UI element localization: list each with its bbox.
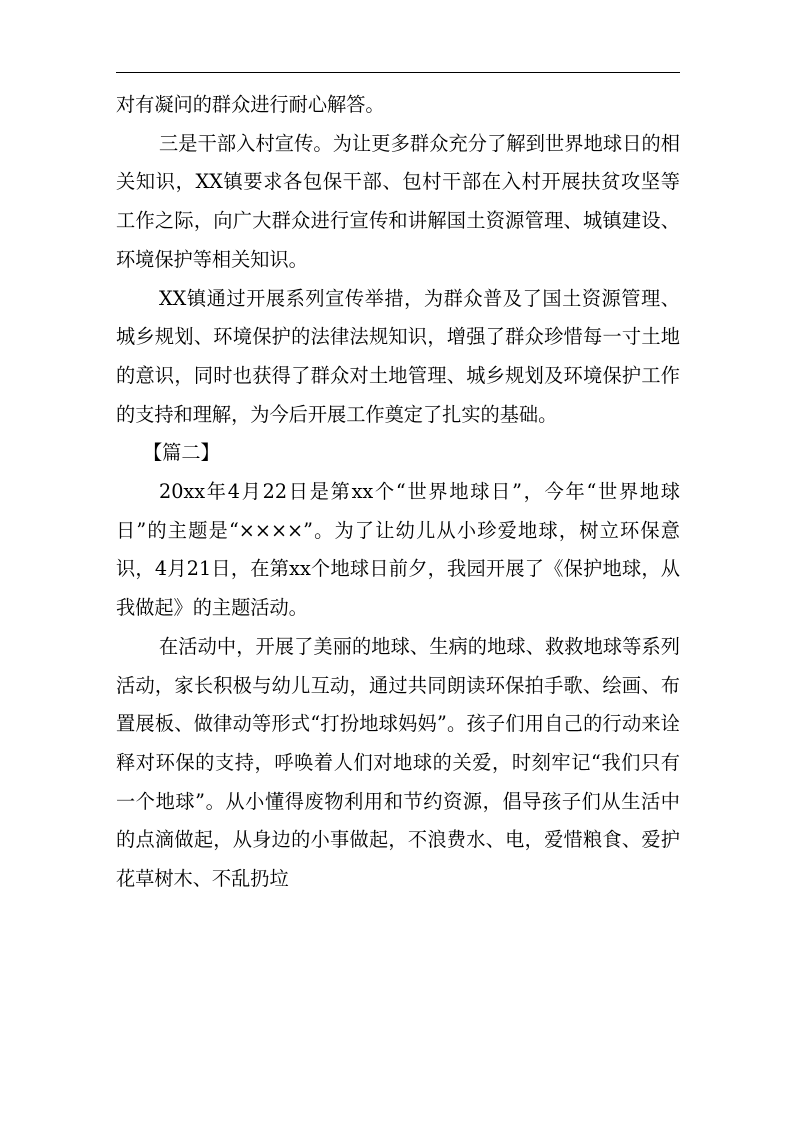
paragraph-activities: 在活动中，开展了美丽的地球、生病的地球、救救地球等系列活动，家长积极与幼儿互动，通过共同朗读环保拍手歌、绘画、布置展板、做律动等形式“打扮地球妈妈”。孩子们用自己的行动来诠释对环保的支持，呼唤着人们对地球的关爱，时刻牢记“我们只有一个地球”。从小懂得废物利用和节约资源，倡导孩子们从生活中的点滴做起，从身边的小事做起，不浪费水、电，爱惜粮食、爱护花草树木、不乱扔垃 <box>116 634 680 891</box>
paragraph-village-publicity: 三是干部入村宣传。为让更多群众充分了解到世界地球日的相关知识，XX镇要求各包保干部、包村干部在入村开展扶贫攻坚等工作之际，向广大群众进行宣传和讲解国土资源管理、城镇建设、环境保护等相关知识。 <box>116 131 680 271</box>
paragraph-summary: XX镇通过开展系列宣传举措，为群众普及了国土资源管理、城乡规划、环境保护的法律法规知识，增强了群众珍惜每一寸土地的意识，同时也获得了群众对土地管理、城乡规划及环境保护工作的支持和理解，为今后开展工作奠定了扎实的基础。 <box>116 286 680 426</box>
section-title: 【篇二】 <box>143 441 220 465</box>
header-rule <box>116 72 680 73</box>
document-body <box>116 86 680 899</box>
paragraph-earth-day-intro: 20xx年4月22日是第xx个“世界地球日”，今年“世界地球日”的主题是“××××”。为了让幼儿从小珍爱地球，树立环保意识，4月21日，在第xx个地球日前夕，我园开展了《保护地球，从我做起》的主题活动。 <box>116 480 680 620</box>
paragraph-continuation: 对有凝问的群众进行耐心解答。 <box>116 93 385 116</box>
